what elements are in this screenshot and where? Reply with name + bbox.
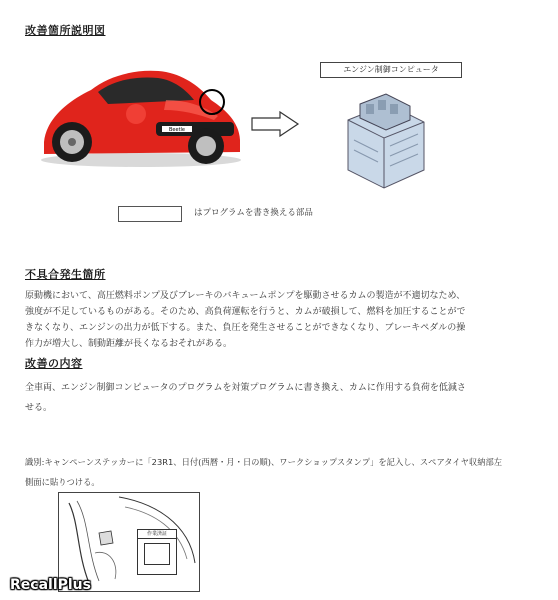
defect-line: 原動機において、高圧燃料ポンプ及びブレーキのバキュームポンプを駆動させるカムの製造が不適切なため、 <box>25 291 466 301</box>
ecu-icon <box>340 90 430 190</box>
section-heading-improvement-content: 改善の内容 <box>25 357 83 370</box>
ecu-label: エンジン制御コンピュータ <box>320 62 462 78</box>
watermark: RecallPlus <box>10 577 91 593</box>
section-heading-improvement-diagram: 改善箇所説明図 <box>25 24 106 37</box>
improvement-line: せる。 <box>25 403 53 413</box>
identification-line: 識別:キャンペーンステッカーに「23R1、日付(西暦・月・日の順)、ワークショップスタンプ」を記入し、スペアタイヤ収納部左 <box>25 457 503 467</box>
defect-line: 作力が増大し、制動距離が長くなるおそれがある。 <box>25 339 233 349</box>
identification-line: 側面に貼りつける。 <box>25 477 100 487</box>
sticker-stamp-area <box>144 543 170 565</box>
defect-line: きなくなり、エンジンの出力が低下する。また、負圧を発生させることができなくなり、ブレーキペダルの操 <box>25 323 466 333</box>
car-illustration <box>36 60 246 170</box>
sticker-title: 作業済証 <box>138 530 176 539</box>
car-image <box>36 60 246 170</box>
legend-text: はプログラムを書き換える部品 <box>194 208 313 218</box>
improvement-description <box>25 378 545 418</box>
ecu-illustration <box>340 90 430 190</box>
campaign-sticker <box>137 529 177 575</box>
defect-description <box>25 288 545 352</box>
arrow-right-icon <box>250 110 300 142</box>
legend-box <box>118 206 182 222</box>
defect-line: 強度が不足しているものがある。そのため、高負荷運転を行うと、カムが破損して、燃料を加圧することがで <box>25 307 466 317</box>
car-badge: Beetle <box>168 127 186 133</box>
improvement-line: 全車両、エンジン制御コンピュータのプログラムを対策プログラムに書き換え、カムに作用する負荷を低減さ <box>25 383 466 393</box>
section-heading-defect-location: 不具合発生箇所 <box>25 268 106 281</box>
identification-text <box>25 452 553 492</box>
